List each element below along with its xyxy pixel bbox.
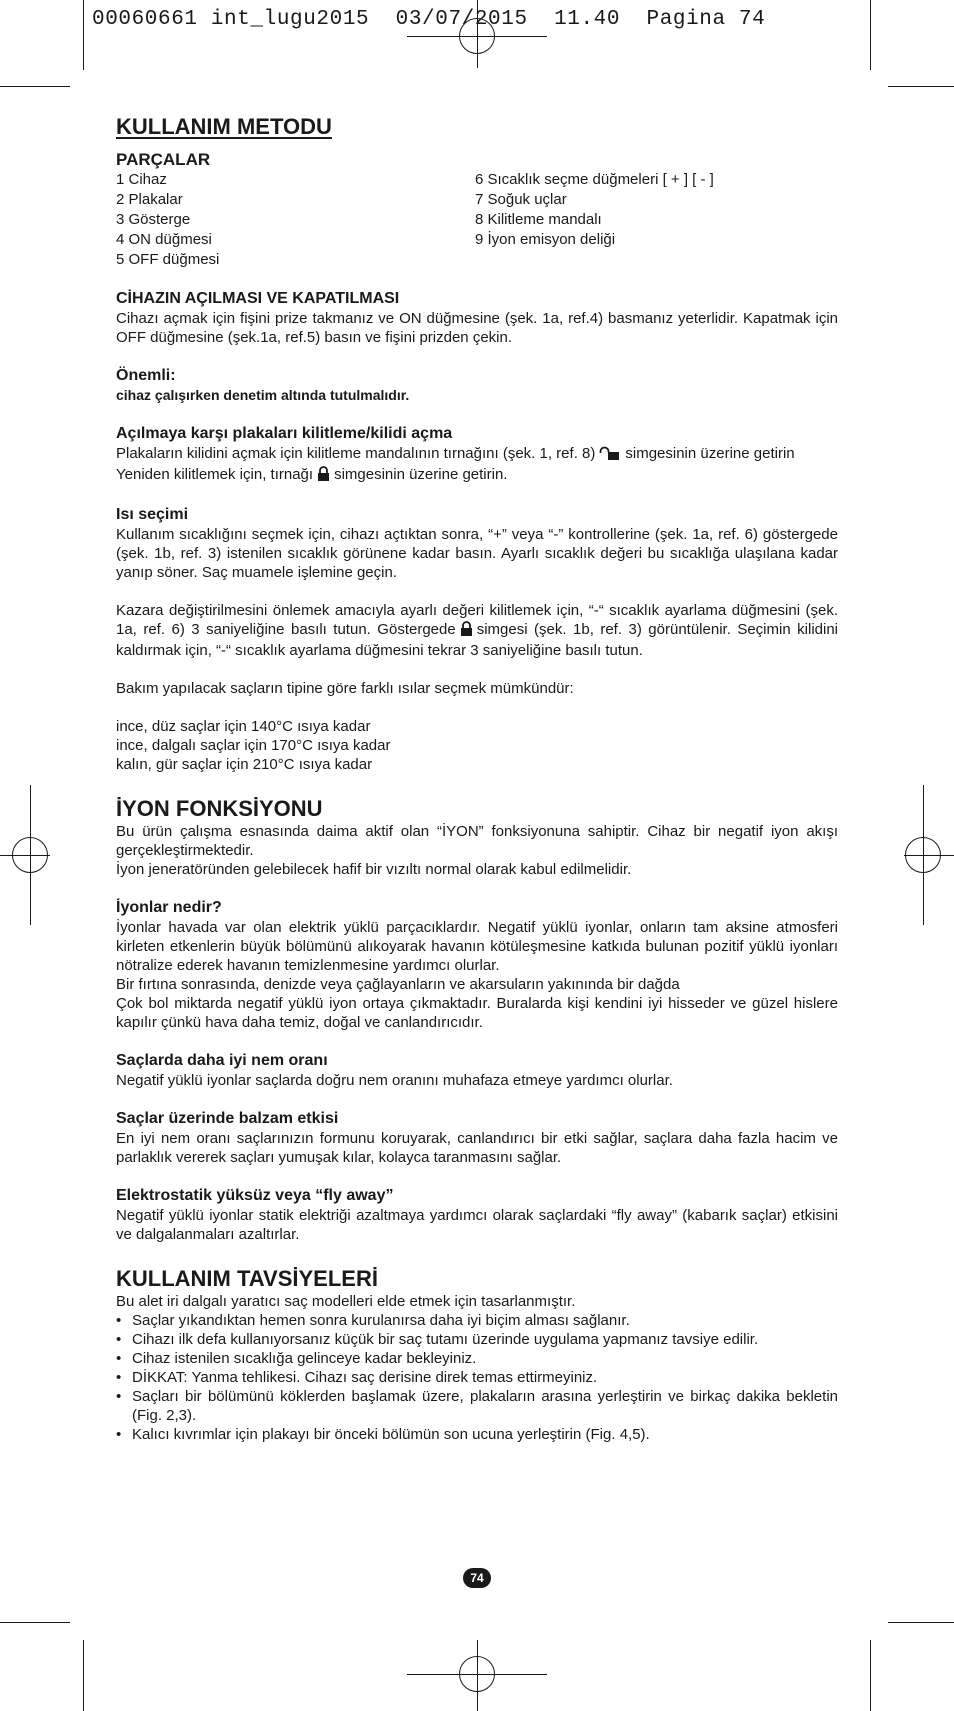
page-title: KULLANIM METODU (116, 114, 332, 139)
tips-intro: Bu alet iri dalgalı yaratıcı saç modelleri elde etmek için tasarlanmıştır. (116, 1293, 576, 1310)
parts-list-left (116, 170, 475, 270)
heat-level: kalın, gür saçlar için 210°C ısıya kadar (116, 756, 373, 773)
lock-line2-after: simgesinin üzerine getirin. (334, 466, 508, 483)
ion-paragraph-2: İyon jeneratöründen gelebilecek hafif bir vızıltı normal olarak kabul edilmelidir. (116, 861, 632, 878)
moisture-text: Negatif yüklü iyonlar saçlarda doğru nem oranını muhafaza etmeye yardımcı olurlar. (116, 1072, 673, 1089)
on-off-heading: CİHAZIN AÇILMASI VE KAPATILMASI (116, 290, 400, 307)
document-content (116, 114, 838, 1444)
crop-mark-bottom-left-vertical (83, 1640, 84, 1711)
ion-paragraph-1: Bu ürün çalışma esnasında daima aktif olan “İYON” fonksiyonuna sahiptir. Cihaz bir negatif iyon akışı gerçekleştirmektedir. (116, 823, 838, 859)
lock-text-line-1 (116, 444, 838, 465)
heat-paragraph-2 (116, 601, 838, 660)
static-text: Negatif yüklü iyonlar statik elektriği azaltmaya yardımcı olarak saçlardaki “fly away” (kabarık saçlar) etkisini ve dalgalanmaları azaltırlar. (116, 1207, 838, 1243)
ions-what-paragraph-1: İyonlar havada var olan elektrik yüklü parçacıklardır. Negatif yüklü iyonlar, onların tam aksine atmosferi kirleten etkenlerin büyük bölümünü alıkoyarak havanın kötüleşmesine katkıda bulunan pozitif yüklü iyonları nötralize ederek havanın temizlenmesine yardımcı olurlar. (116, 919, 838, 974)
static-heading: Elektrostatik yüksüz veya “fly away” (116, 1187, 394, 1204)
list-item: 1 Cihaz (116, 171, 167, 188)
list-item: 5 OFF düğmesi (116, 251, 220, 268)
registration-right-circle (905, 837, 941, 873)
tips-heading: KULLANIM TAVSİYELERİ (116, 1266, 378, 1291)
list-item: 8 Kilitleme mandalı (475, 211, 602, 228)
crop-mark-bottom-left-horizontal (0, 1622, 70, 1623)
list-item: • Saçları bir bölümünü köklerden başlamak üzere, plakaların arasına yerleştirin ve birkaç dakika bekletin (Fig. 2,3). (116, 1387, 838, 1425)
list-item: 4 ON düğmesi (116, 231, 212, 248)
crop-mark-bottom-right-vertical (870, 1640, 871, 1711)
ions-what-paragraph-2: Bir fırtına sonrasında, denizde veya çağlayanların ve akarsuların yakınında bir dağda (116, 976, 680, 993)
important-text: cihaz çalışırken denetim altında tutulmalıdır. (116, 387, 410, 403)
crop-mark-top-right-vertical (870, 0, 871, 70)
print-slug: 00060661 int_lugu2015 03/07/2015 11.40 Pagina 74 (92, 8, 766, 31)
balm-text: En iyi nem oranı saçlarınızın formunu koruyarak, canlandırıcı bir etki sağlar, saçlara daha fazla hacim ve parlaklık vererek saçları yumuşak kılar, kolayca taranmasını sağlar. (116, 1130, 838, 1166)
heat-heading: Isı seçimi (116, 506, 189, 523)
lock-text-line-2 (116, 465, 838, 486)
registration-left-circle (12, 837, 48, 873)
lock-line1-before: Plakaların kilidini açmak için kilitleme mandalının tırnağını (şek. 1, ref. 8) (116, 445, 596, 462)
locked-padlock-icon (317, 466, 330, 486)
heat-p2-before: Kazara değiştirilmesini önlemek amacıyla ayarlı değeri kilitlemek için, “-“ sıcaklık ayarlama düğmesini (şek. 1a, ref. 6) 3 saniyeliğine basılı tutun. Göstergede (116, 602, 838, 638)
balm-heading: Saçlar üzerinde balzam etkisi (116, 1110, 339, 1127)
list-item: • Kalıcı kıvrımlar için plakayı bir önceki bölümün son ucuna yerleştirin (Fig. 4,5). (116, 1425, 838, 1444)
ions-what-paragraph-3: Çok bol miktarda negatif yüklü iyon ortaya çıkmaktadır. Buralarda kişi kendini iyi hisseder ve güzel hislere kapılır çünkü hava daha temiz, doğal ve canlandırıcıdır. (116, 995, 838, 1031)
on-off-text: Cihazı açmak için fişini prize takmanız ve ON düğmesine (şek. 1a, ref.4) basmanız yeterlidir. Kapatmak için OFF düğmesine (şek.1a, ref.5) basın ve fişini prizden çekin. (116, 310, 838, 346)
list-item: • Saçlar yıkandıktan hemen sonra kurulanırsa daha iyi biçim alması sağlanır. (116, 1311, 838, 1330)
list-item: 6 Sıcaklık seçme düğmeleri [ + ] [ - ] (475, 171, 714, 188)
list-item: 3 Gösterge (116, 211, 191, 228)
heat-paragraph-3: Bakım yapılacak saçların tipine göre farklı ısılar seçmek mümkündür: (116, 680, 574, 697)
heat-level: ince, düz saçlar için 140°C ısıya kadar (116, 718, 371, 735)
locked-padlock-icon (460, 621, 473, 641)
unlocked-padlock-icon (599, 446, 621, 465)
list-item: • Cihaz istenilen sıcaklığa gelinceye kadar bekleyiniz. (116, 1349, 838, 1368)
page-number-badge: 74 (463, 1568, 491, 1588)
lock-heading: Açılmaya karşı plakaları kilitleme/kilidi açma (116, 425, 453, 442)
list-item: 2 Plakalar (116, 191, 183, 208)
ions-what-heading: İyonlar nedir? (116, 899, 222, 916)
important-heading: Önemli: (116, 367, 176, 384)
parts-heading: PARÇALAR (116, 150, 211, 169)
moisture-heading: Saçlarda daha iyi nem oranı (116, 1052, 328, 1069)
heat-p2-after: simgesi (şek. 1b, ref. 3) görüntülenir. Seçimin kilidini kaldırmak için, “-“ sıcaklık ayarlama düğmesini tekrar 3 saniyeliğine basılı tutun. (116, 621, 839, 659)
list-item: 9 İyon emisyon deliği (475, 231, 616, 248)
list-item: 7 Soğuk uçlar (475, 191, 567, 208)
crop-mark-top-right-horizontal (888, 86, 954, 87)
parts-list-right (475, 170, 838, 270)
parts-list (116, 170, 838, 270)
lock-line2-before: Yeniden kilitlemek için, tırnağı (116, 466, 314, 483)
lock-line1-after: simgesinin üzerine getirin (625, 445, 795, 462)
crop-mark-top-left-vertical (83, 0, 84, 70)
list-item: • Cihazı ilk defa kullanıyorsanız küçük bir saç tutamı üzerinde uygulama yapmanız tavsiye edilir. (116, 1330, 838, 1349)
list-item: • DİKKAT: Yanma tehlikesi. Cihazı saç derisine direk temas ettirmeyiniz. (116, 1368, 838, 1387)
crop-mark-top-left-horizontal (0, 86, 70, 87)
heat-paragraph-1: Kullanım sıcaklığını seçmek için, cihazı açtıktan sonra, “+” veya “-” kontrollerine (şek. 1a, ref. 6) göstergede (şek. 1b, ref. 3) istenilen sıcaklık görünene kadar basın. Ayarlı sıcaklık değeri bu sıcaklığa ulaşılana kadar yanıp söner. Saç muamele işlemine geçin. (116, 526, 838, 581)
tips-list (116, 1311, 838, 1444)
registration-bottom-circle (459, 1656, 495, 1692)
ion-heading: İYON FONKSİYONU (116, 796, 323, 821)
crop-mark-bottom-right-horizontal (888, 1622, 954, 1623)
heat-level: ince, dalgalı saçlar için 170°C ısıya kadar (116, 737, 391, 754)
